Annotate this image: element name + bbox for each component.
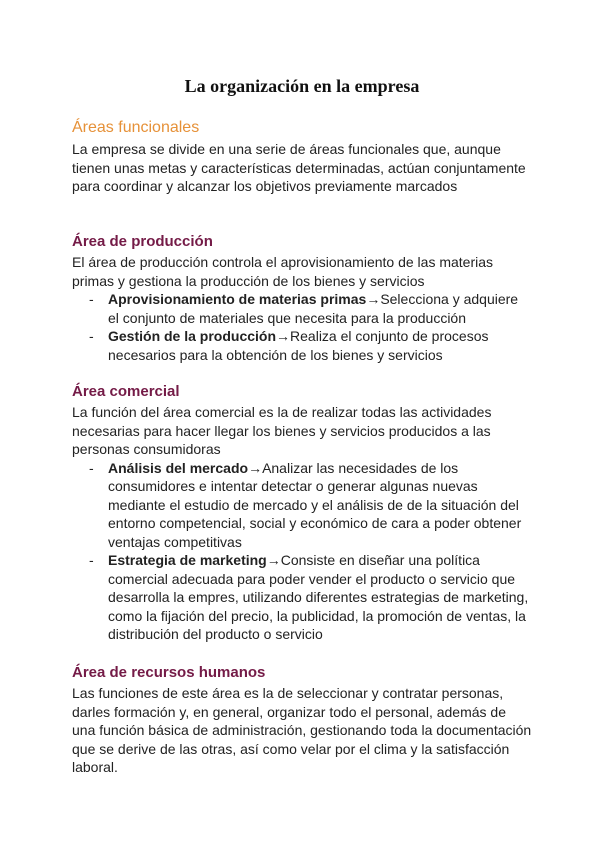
section-heading: Áreas funcionales bbox=[72, 119, 200, 136]
list-item bbox=[72, 290, 532, 327]
bullet-list bbox=[72, 459, 532, 644]
section-paragraph: La empresa se divide en una serie de áreas funcionales que, aunque tienen unas metas y características determinadas, actúan conjuntamente para coordinar y alcanzar los objetivos previamente marcados bbox=[72, 141, 526, 194]
list-item bbox=[72, 459, 532, 552]
bullet-list bbox=[72, 290, 532, 364]
item-term: Estrategia de marketing bbox=[108, 552, 267, 568]
item-term: Gestión de la producción bbox=[108, 328, 277, 344]
section-paragraph: El área de producción controla el aprovisionamiento de las materias primas y gestiona la producción de los bienes y servicios bbox=[72, 254, 494, 289]
section-heading: Área comercial bbox=[72, 383, 180, 400]
section-paragraph: Las funciones de este área es la de seleccionar y contratar personas, darles formación y, en general, organizar todo el personal, además de una función básica de administración, gestionando toda la documentación que se derive de las otras, así como velar por el clima y la satisfacción laboral. bbox=[72, 685, 532, 775]
section-areas-funcionales bbox=[72, 118, 532, 196]
section-paragraph: La función del área comercial es la de realizar todas las actividades necesarias para hacer llegar los bienes y servicios producidos a las personas consumidoras bbox=[72, 404, 492, 457]
section-recursos-humanos bbox=[72, 663, 532, 777]
item-term: Aprovisionamiento de materias primas bbox=[108, 291, 367, 307]
item-description: →Realiza el conjunto de procesos necesarios para la obtención de los bienes y servicios bbox=[108, 328, 489, 363]
list-item bbox=[72, 551, 532, 644]
page-title: La organización en la empresa bbox=[184, 76, 420, 96]
section-area-comercial bbox=[72, 382, 532, 644]
list-item bbox=[72, 327, 532, 364]
item-description: →Selecciona y adquiere el conjunto de materiales que necesita para la producción bbox=[108, 291, 519, 326]
dash-marker: - bbox=[89, 459, 94, 476]
dash-marker: - bbox=[89, 552, 94, 568]
section-area-produccion bbox=[72, 232, 532, 364]
item-description: →Analizar las necesidades de los consumidores e intentar detectar o generar algunas nuevas mediante el estudio de mercado y el análisis de de la situación del entorno competencial, social y económico de cara a poder obtener ventajas competitivas bbox=[108, 459, 522, 550]
section-heading: Área de producción bbox=[72, 233, 213, 250]
item-term: Análisis del mercado bbox=[108, 459, 249, 476]
dash-marker: - bbox=[89, 328, 94, 344]
section-heading: Área de recursos humanos bbox=[72, 664, 266, 681]
item-description: →Consiste en diseñar una política comercial adecuada para poder vender el producto o servicio que desarrolla la empres, utilizando diferentes estrategias de marketing, como la fijación del precio, la publicidad, la promoción de ventas, la distribución del producto o servicio bbox=[108, 552, 529, 642]
dash-marker: - bbox=[89, 291, 94, 307]
